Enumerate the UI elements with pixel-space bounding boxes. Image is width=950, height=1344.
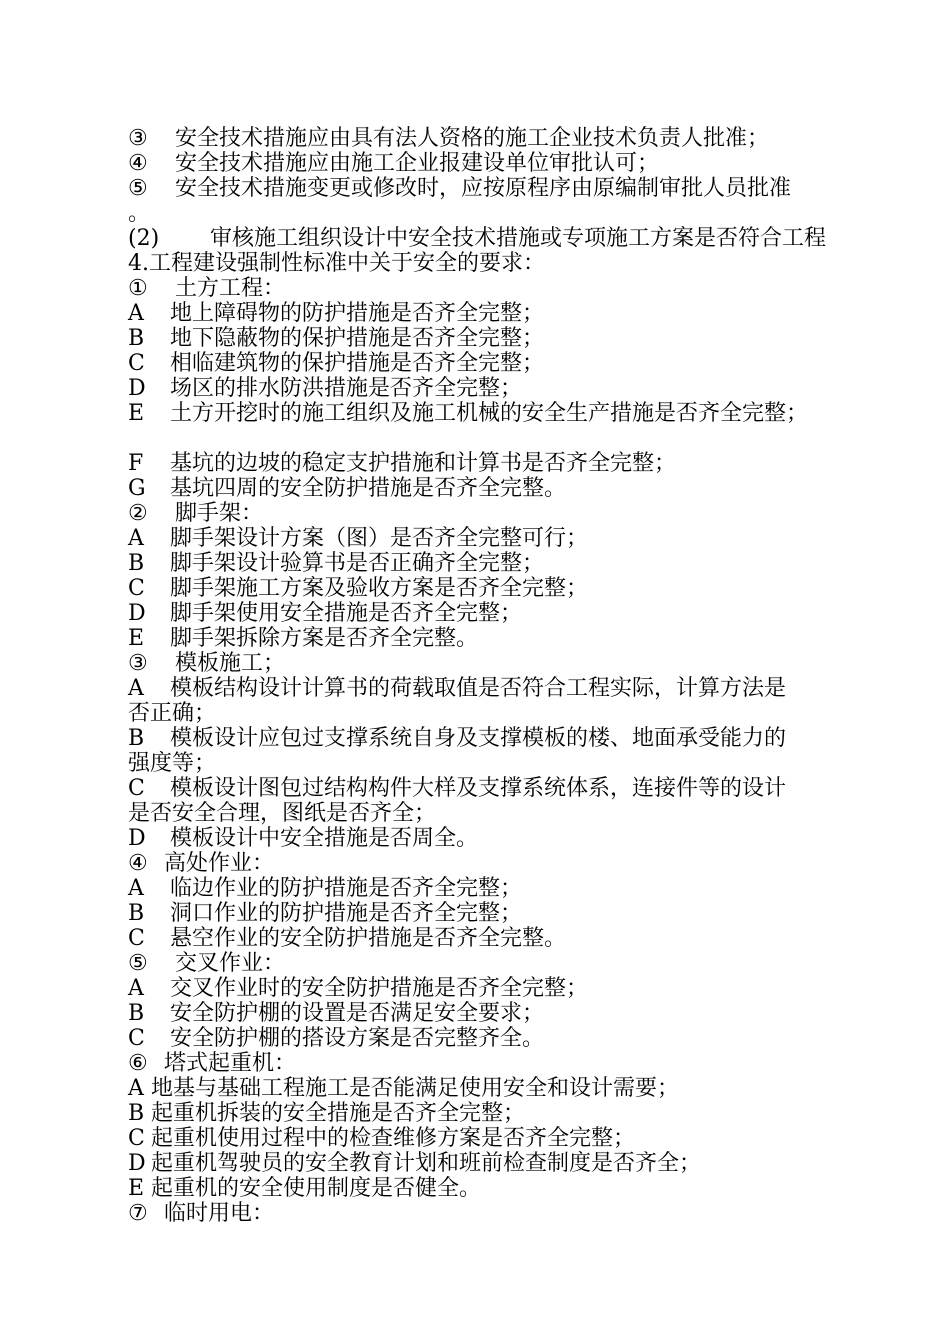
line-label: A — [128, 1076, 144, 1101]
line-label: G — [128, 476, 146, 501]
line-label: ④ — [128, 851, 148, 876]
line-label: C — [128, 576, 145, 601]
text-line — [128, 751, 838, 776]
line-text: 地上障碍物的防护措施是否齐全完整； — [170, 301, 545, 326]
text-line — [128, 576, 838, 601]
line-label: A — [128, 976, 144, 1001]
text-line — [128, 976, 838, 1001]
line-text: 悬空作业的安全防护措施是否齐全完整。 — [170, 926, 567, 951]
line-text: 基坑四周的安全防护措施是否齐全完整。 — [170, 476, 567, 501]
line-label: B — [128, 551, 145, 576]
line-label: C — [128, 1026, 145, 1051]
line-text: 相临建筑物的保护措施是否齐全完整； — [170, 351, 545, 376]
line-label: ① — [128, 276, 148, 301]
text-line — [128, 601, 838, 626]
text-line — [128, 901, 838, 926]
line-text: 模板设计图包过结构构件大样及支撑系统体系，连接件等的设计 — [170, 776, 787, 801]
line-label: ④ — [128, 151, 148, 176]
text-line — [128, 501, 838, 526]
text-line — [128, 1201, 838, 1226]
line-text: 模板结构设计计算书的荷载取值是否符合工程实际，计算方法是 — [170, 676, 787, 701]
line-label: C — [128, 926, 145, 951]
text-line — [128, 1051, 838, 1076]
line-label: B — [128, 1001, 145, 1026]
line-label: D — [128, 376, 146, 401]
text-line — [128, 626, 838, 651]
line-label: A — [128, 301, 144, 326]
line-label: B — [128, 1101, 145, 1126]
line-text: 地下隐蔽物的保护措施是否齐全完整； — [170, 326, 545, 351]
text-line — [128, 1076, 838, 1101]
line-text: 土方开挖时的施工组织及施工机械的安全生产措施是否齐全完整； — [170, 401, 809, 426]
text-line — [128, 301, 838, 326]
text-line — [128, 126, 838, 151]
text-line — [128, 876, 838, 901]
line-text: 模板设计应包过支撑系统自身及支撑模板的楼、地面承受能力的 — [170, 726, 787, 751]
line-text: 安全技术措施应由具有法人资格的施工企业技术负责人批准； — [175, 126, 770, 151]
text-line — [128, 251, 838, 276]
line-text: 洞口作业的防护措施是否齐全完整； — [170, 901, 523, 926]
line-label: B — [128, 726, 145, 751]
text-line — [128, 1126, 838, 1151]
line-text: 地基与基础工程施工是否能满足使用安全和设计需要； — [151, 1076, 680, 1101]
line-text: 临边作业的防护措施是否齐全完整； — [170, 876, 523, 901]
line-text: 安全技术措施变更或修改时，应按原程序由原编制审批人员批准 — [175, 176, 792, 201]
line-label: B — [128, 326, 145, 351]
line-label: A — [128, 526, 144, 551]
text-line — [128, 851, 838, 876]
line-text: 。 — [128, 201, 151, 226]
text-line — [128, 476, 838, 501]
text-line — [128, 376, 838, 401]
line-text: 否正确； — [128, 701, 217, 726]
line-text: 审核施工组织设计中安全技术措施或专项施工方案是否符合工程 — [210, 226, 827, 251]
text-line — [128, 1176, 838, 1201]
text-line — [128, 1101, 838, 1126]
line-text: 高处作业： — [164, 851, 275, 876]
text-line — [128, 276, 838, 301]
text-line — [128, 651, 838, 676]
line-label: ⑤ — [128, 951, 148, 976]
line-text: 脚手架拆除方案是否齐全完整。 — [170, 626, 479, 651]
line-text: 临时用电： — [164, 1201, 275, 1226]
line-text: 脚手架： — [175, 501, 264, 526]
line-text: 起重机使用过程中的检查维修方案是否齐全完整； — [151, 1126, 636, 1151]
line-text: 土方工程： — [175, 276, 286, 301]
line-label: (2) — [128, 226, 160, 251]
line-label: C — [128, 776, 145, 801]
line-text: 脚手架设计验算书是否正确齐全完整； — [170, 551, 545, 576]
line-text: 起重机驾驶员的安全教育计划和班前检查制度是否齐全； — [151, 1151, 702, 1176]
line-text: 脚手架施工方案及验收方案是否齐全完整； — [170, 576, 589, 601]
text-line — [128, 951, 838, 976]
text-line — [128, 801, 838, 826]
line-label: C — [128, 1126, 145, 1151]
text-line — [128, 201, 838, 226]
line-label: E — [128, 401, 145, 426]
line-label: E — [128, 626, 145, 651]
line-text: 场区的排水防洪措施是否齐全完整； — [170, 376, 523, 401]
line-label: D — [128, 601, 146, 626]
text-line — [128, 676, 838, 701]
line-text: 起重机的安全使用制度是否健全。 — [151, 1176, 482, 1201]
text-line — [128, 701, 838, 726]
line-text: 塔式起重机： — [164, 1051, 297, 1076]
line-text: 安全防护棚的设置是否满足安全要求； — [170, 1001, 545, 1026]
line-label: B — [128, 901, 145, 926]
line-text: 交叉作业： — [175, 951, 286, 976]
text-line — [128, 926, 838, 951]
text-line — [128, 451, 838, 476]
text-line — [128, 1151, 838, 1176]
line-label: A — [128, 676, 144, 701]
text-line — [128, 401, 838, 426]
line-label: ⑦ — [128, 1201, 148, 1226]
text-line — [128, 776, 838, 801]
line-text: 起重机拆装的安全措施是否齐全完整； — [151, 1101, 526, 1126]
text-line — [128, 326, 838, 351]
line-label: ② — [128, 501, 148, 526]
line-label: E — [128, 1176, 145, 1201]
line-label: C — [128, 351, 145, 376]
text-line — [128, 526, 838, 551]
line-text: 模板设计中安全措施是否周全。 — [170, 826, 479, 851]
text-line — [128, 1026, 838, 1051]
text-line — [128, 1001, 838, 1026]
text-line — [128, 826, 838, 851]
text-line — [128, 551, 838, 576]
text-line — [128, 726, 838, 751]
text-line — [128, 226, 838, 251]
line-label: F — [128, 451, 144, 476]
line-label: ⑥ — [128, 1051, 148, 1076]
line-label: A — [128, 876, 144, 901]
line-text: 4.工程建设强制性标准中关于安全的要求： — [128, 251, 545, 276]
text-line — [128, 176, 838, 201]
blank-line — [128, 426, 838, 451]
line-text: 脚手架设计方案（图）是否齐全完整可行； — [170, 526, 589, 551]
line-text: 安全技术措施应由施工企业报建设单位审批认可； — [175, 151, 660, 176]
line-text: 是否安全合理，图纸是否齐全； — [128, 801, 437, 826]
line-text: 安全防护棚的搭设方案是否完整齐全。 — [170, 1026, 545, 1051]
line-text: 强度等； — [128, 751, 217, 776]
line-label: ⑤ — [128, 176, 148, 201]
document-text — [128, 126, 838, 1226]
line-text: 交叉作业时的安全防护措施是否齐全完整； — [170, 976, 589, 1001]
text-line — [128, 151, 838, 176]
line-text: 基坑的边坡的稳定支护措施和计算书是否齐全完整； — [170, 451, 677, 476]
text-line — [128, 351, 838, 376]
line-text: 模板施工； — [175, 651, 286, 676]
line-label: D — [128, 826, 146, 851]
line-label: D — [128, 1151, 146, 1176]
line-label: ③ — [128, 651, 148, 676]
line-label: ③ — [128, 126, 148, 151]
line-text: 脚手架使用安全措施是否齐全完整； — [170, 601, 523, 626]
